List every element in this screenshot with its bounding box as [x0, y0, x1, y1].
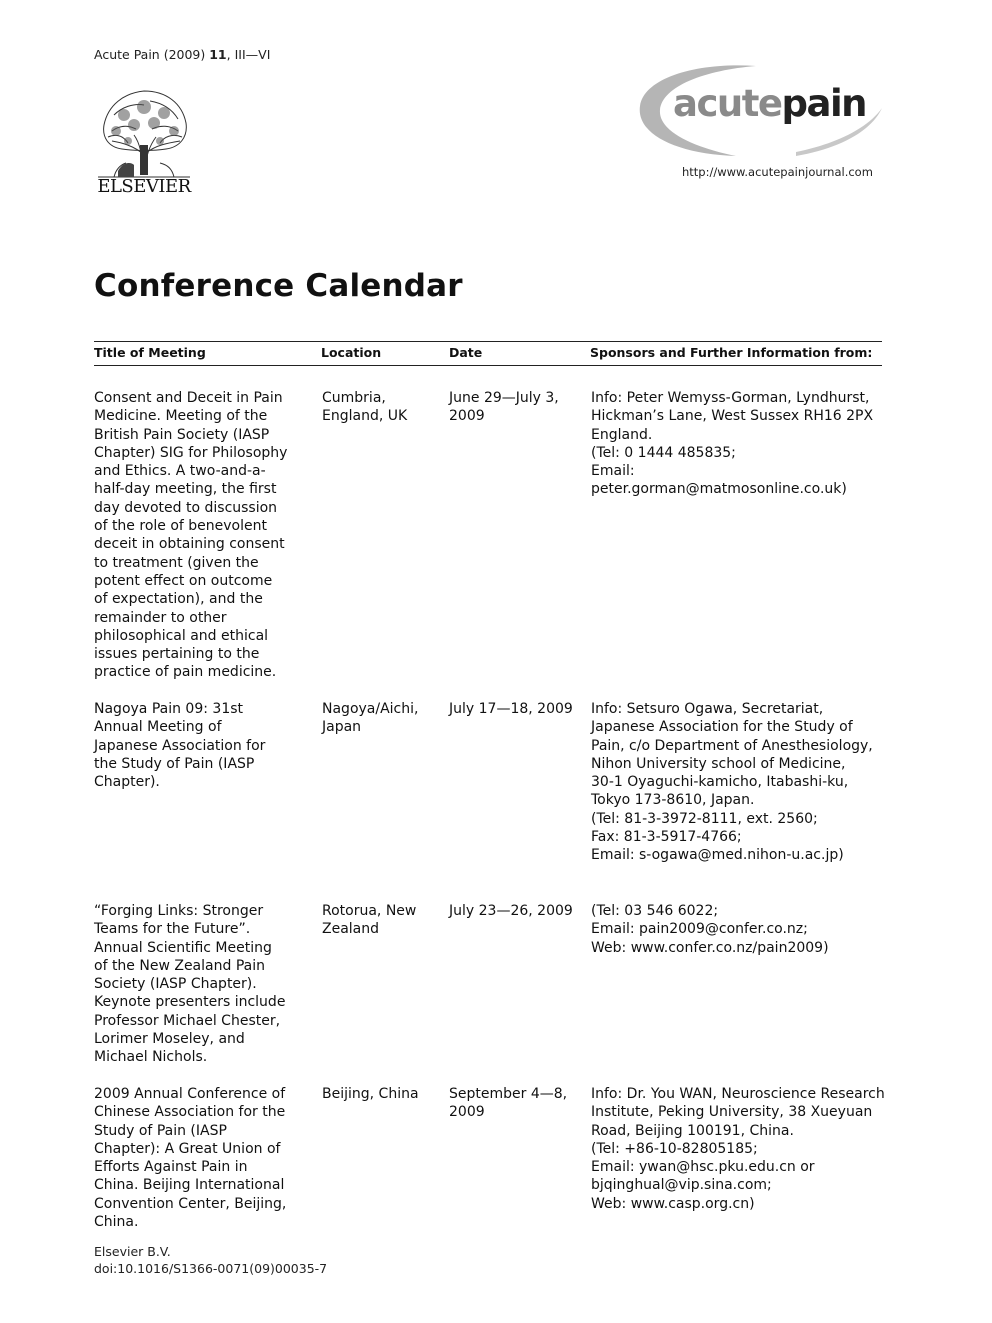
- meeting-date: July 23—26, 2009: [449, 903, 573, 919]
- meeting-location: Cumbria, England, UK: [322, 390, 408, 425]
- wordmark-pain: pain: [781, 82, 867, 125]
- footer-publisher: Elsevier B.V.: [94, 1244, 171, 1259]
- meeting-info: Info: Peter Wemyss-Gorman, Lyndhurst, Hickman’s Lane, West Sussex RH16 2PX England. (Tel: 0 1444 485835; Email: peter.gorman@matmosonline.co.uk): [591, 390, 874, 498]
- meeting-info: Info: Setsuro Ogawa, Secretariat, Japanese Association for the Study of Pain, c/o Department of Anesthesiology, Nihon University school of Medicine, 30-1 Oyaguchi-kamicho, Itabashi-ku, Tokyo 173-8610, Japan. (Tel: 81-3-3972-8111, ext. 2560; Fax: 81-3-5917-4766; Email: s-ogawa@med.nihon-u.ac.jp): [591, 701, 873, 864]
- meeting-date: July 17—18, 2009: [449, 701, 573, 717]
- journal-citation: [94, 47, 270, 62]
- column-header-title: Title of Meeting: [94, 345, 206, 360]
- meeting-location: Beijing, China: [322, 1086, 419, 1102]
- page-title: Conference Calendar: [94, 268, 463, 304]
- meeting-title: Consent and Deceit in Pain Medicine. Meeting of the British Pain Society (IASP Chapter) SIG for Philosophy and Ethics. A two-and-a- half-day meeting, the first day devoted to discussion of the role of benevolent deceit in obtaining consent to treatment (given the potent effect on outcome of expectation), and the remainder to other philosophical and ethical issues pertaining to the practice of pain medicine.: [94, 390, 288, 681]
- meeting-title: “Forging Links: Stronger Teams for the Future”. Annual Scientific Meeting of the New Zealand Pain Society (IASP Chapter). Keynote presenters include Professor Michael Chester, Lorimer Moseley, and Michael Nichols.: [94, 903, 286, 1066]
- column-header-sponsors: Sponsors and Further Information from:: [590, 345, 873, 360]
- column-header-date: Date: [449, 345, 483, 360]
- table-header-rule: [94, 365, 882, 366]
- meeting-date: September 4—8, 2009: [449, 1086, 568, 1121]
- meeting-date: June 29—July 3, 2009: [449, 390, 559, 425]
- table-top-rule: [94, 341, 882, 342]
- elsevier-wordmark: ELSEVIER: [97, 176, 191, 197]
- journal-url: http://www.acutepainjournal.com: [682, 165, 873, 179]
- acutepain-wordmark: [673, 82, 866, 125]
- footer-doi: doi:10.1016/S1366-0071(09)00035-7: [94, 1261, 328, 1276]
- meeting-info: (Tel: 03 546 6022; Email: pain2009@confer.co.nz; Web: www.confer.co.nz/pain2009): [591, 903, 829, 956]
- meeting-location: Rotorua, New Zealand: [322, 903, 417, 938]
- column-header-location: Location: [321, 345, 382, 360]
- meeting-info: Info: Dr. You WAN, Neuroscience Research Institute, Peking University, 38 Xueyuan Road, Beijing 100191, China. (Tel: +86-10-82805185; Email: ywan@hsc.pku.edu.cn or bjqinghual@vip.sina.com; Web: www.casp.org.cn): [591, 1086, 885, 1212]
- meeting-title: 2009 Annual Conference of Chinese Association for the Study of Pain (IASP Chapter): A Great Union of Efforts Against Pain in China. Beijing International Convention Center, Beijing, China.: [94, 1086, 287, 1231]
- meeting-location: Nagoya/Aichi, Japan: [322, 701, 419, 736]
- wordmark-acute: acute: [673, 82, 782, 125]
- meeting-title: Nagoya Pain 09: 31st Annual Meeting of Japanese Association for the Study of Pain (IASP Chapter).: [94, 701, 266, 791]
- citation-prefix: Acute Pain (2009): [94, 47, 210, 62]
- citation-pages: , III—VI: [226, 47, 271, 62]
- citation-volume: 11: [209, 47, 227, 62]
- page-footer: [94, 1243, 327, 1277]
